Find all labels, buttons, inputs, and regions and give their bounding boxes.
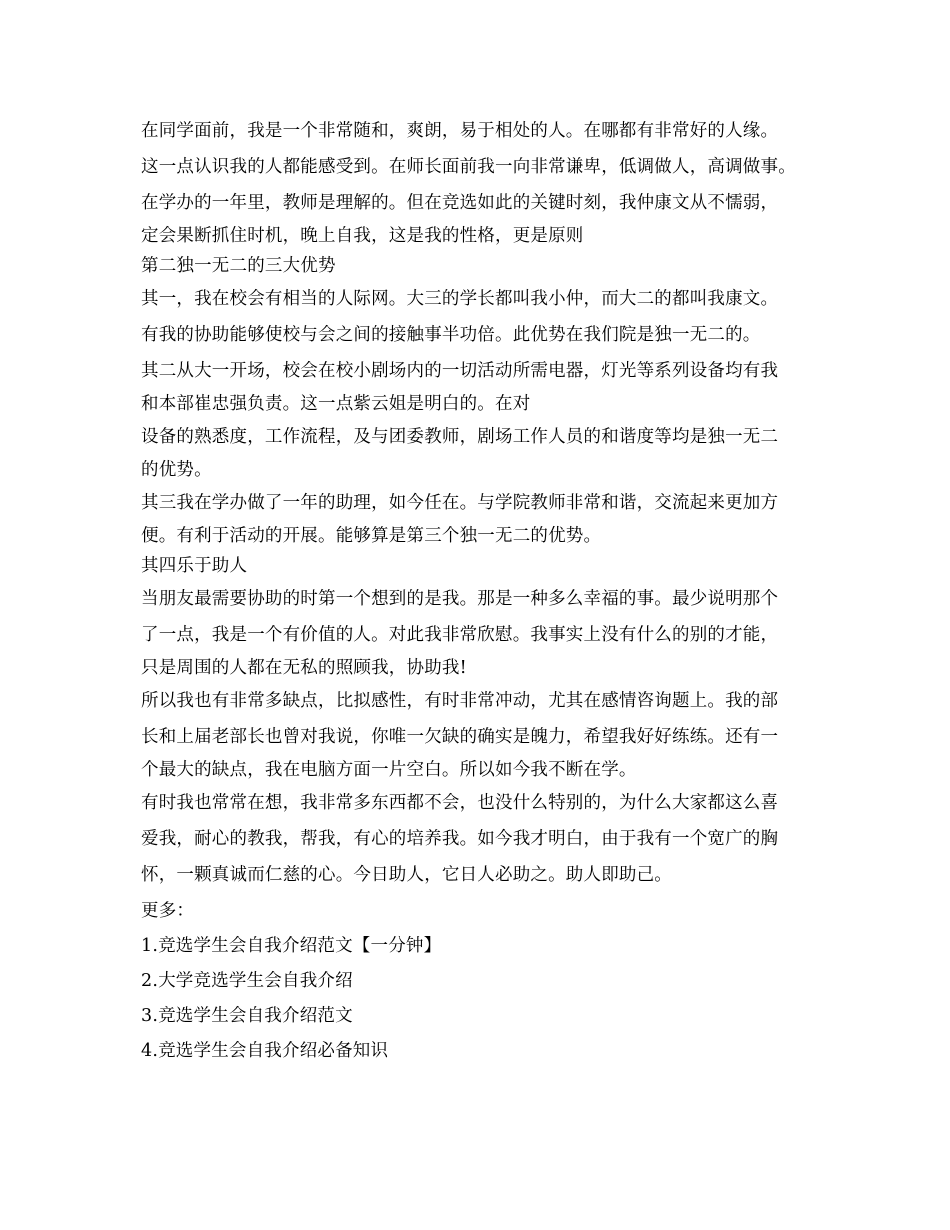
more-link-1[interactable]: 1.竞选学生会自我介绍范文【一分钟】 xyxy=(141,936,442,956)
helpful-line-1: 当朋友最需要协助的时第一个想到的是我。那是一种多么幸福的事。最少说明那个 xyxy=(141,589,779,609)
advantage-one-line-1: 其一，我在校会有相当的人际网。大三的学长都叫我小仲，而大二的都叫我康文。 xyxy=(141,289,779,309)
advantage-three-line-1: 其三我在学办做了一年的助理，如今任在。与学院教师非常和谐，交流起来更加方 xyxy=(141,493,779,513)
advantage-two-line-2: 和本部崔忠强负责。这一点紫云姐是明白的。在对 xyxy=(141,394,531,414)
advantage-two-line-4: 的优势。 xyxy=(141,460,212,480)
more-link-2[interactable]: 2.大学竞选学生会自我介绍 xyxy=(141,971,353,991)
weakness-line-2: 长和上届老部长也曾对我说，你唯一欠缺的确实是魄力，希望我好好练练。还有一 xyxy=(141,727,779,747)
intro-line-2: 这一点认识我的人都能感受到。在师长面前我一向非常谦卑，低调做人，高调做事。 xyxy=(141,157,796,177)
reflection-line-3: 怀，一颗真诚而仁慈的心。今日助人，它日人必助之。助人即助己。 xyxy=(141,865,672,885)
intro-line-4: 定会果断抓住时机，晚上自我，这是我的性格，更是原则 xyxy=(141,226,584,246)
advantage-three-line-2: 便。有利于活动的开展。能够算是第三个独一无二的优势。 xyxy=(141,526,602,546)
section-heading: 第二独一无二的三大优势 xyxy=(141,256,336,276)
document-page xyxy=(141,113,831,1069)
helpful-heading: 其四乐于助人 xyxy=(141,556,248,576)
more-link-3[interactable]: 3.竞选学生会自我介绍范文 xyxy=(141,1006,353,1026)
advantage-two-line-1: 其二从大一开场，校会在校小剧场内的一切活动所需电器，灯光等系列设备均有我 xyxy=(141,361,779,381)
weakness-line-1: 所以我也有非常多缺点，比拟感性，有时非常冲动，尤其在感情咨询题上。我的部 xyxy=(141,691,779,711)
intro-line-1: 在同学面前，我是一个非常随和，爽朗，易于相处的人。在哪都有非常好的人缘。 xyxy=(141,121,779,141)
helpful-line-2: 了一点，我是一个有价值的人。对此我非常欣慰。我事实上没有什么的别的才能， xyxy=(141,625,779,645)
reflection-line-2: 爱我，耐心的教我，帮我，有心的培养我。如今我才明白，由于我有一个宽广的胸 xyxy=(141,829,779,849)
advantage-one-line-2: 有我的协助能够使校与会之间的接触事半功倍。此优势在我们院是独一无二的。 xyxy=(141,325,761,345)
helpful-line-3: 只是周围的人都在无私的照顾我，协助我! xyxy=(141,658,467,678)
intro-line-3: 在学办的一年里，教师是理解的。但在竞选如此的关键时刻，我仲康文从不懦弱， xyxy=(141,193,779,213)
more-link-4[interactable]: 4.竞选学生会自我介绍必备知识 xyxy=(141,1041,389,1061)
advantage-two-line-3: 设备的熟悉度，工作流程，及与团委教师，剧场工作人员的和谐度等均是独一无二 xyxy=(141,427,779,447)
reflection-line-1: 有时我也常常在想，我非常多东西都不会，也没什么特别的，为什么大家都这么喜 xyxy=(141,793,779,813)
more-label: 更多： xyxy=(141,901,195,921)
weakness-line-3: 个最大的缺点，我在电脑方面一片空白。所以如今我不断在学。 xyxy=(141,760,637,780)
